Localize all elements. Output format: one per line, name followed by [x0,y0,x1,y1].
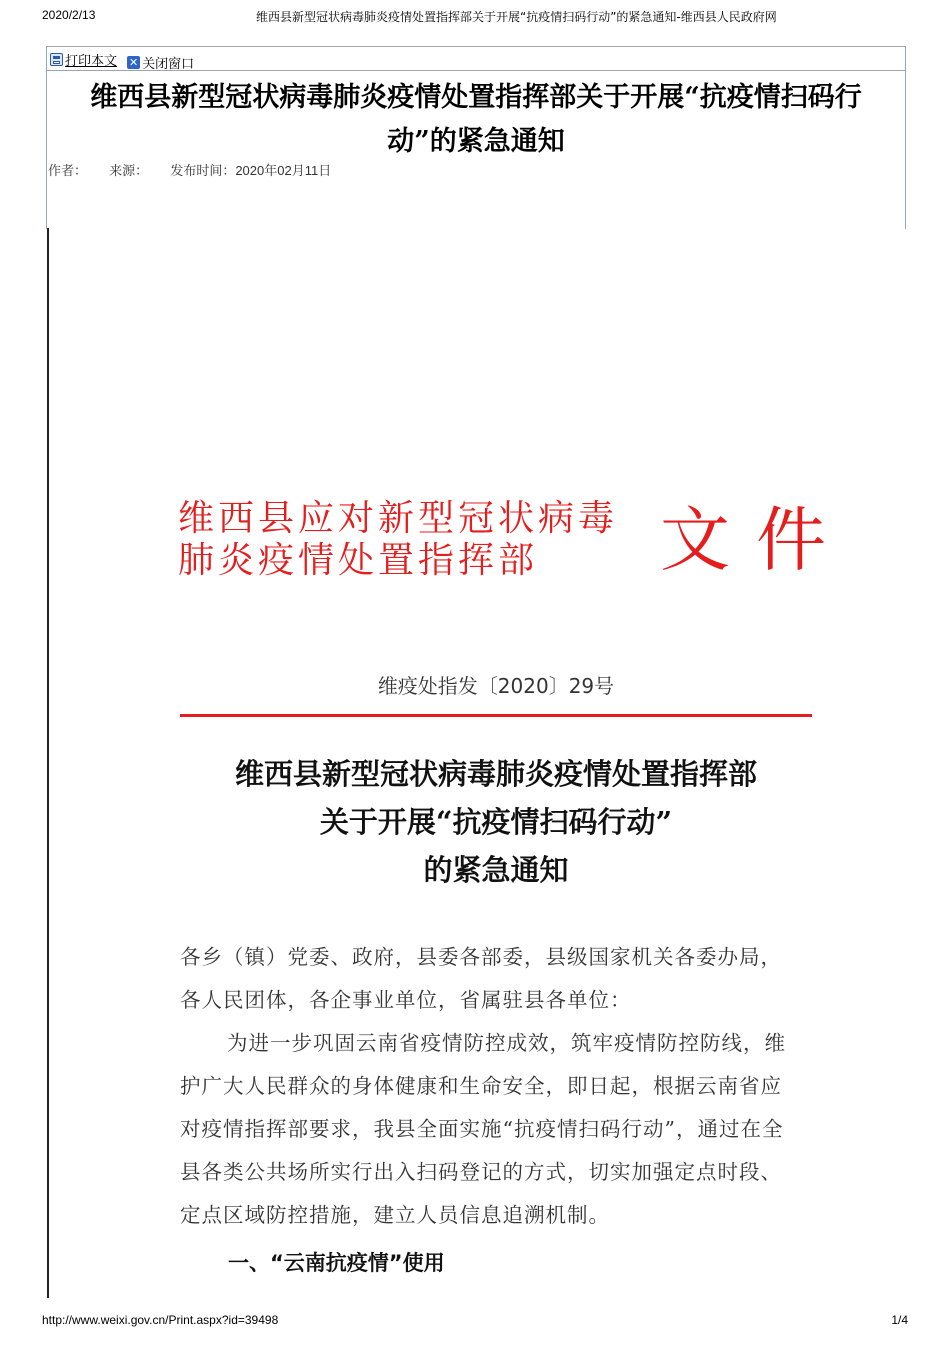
notice-title-line: 关于开展“抗疫情扫码行动” [319,805,673,839]
page-number: 1/4 [891,1313,908,1327]
article-title: 维西县新型冠状病毒肺炎疫情处置指挥部关于开展“抗疫情扫码行动”的紧急通知 [90,82,862,157]
published-date: 2020年02月11日 [235,163,332,178]
red-separator-line [180,714,812,717]
print-article-button[interactable] [50,50,117,69]
salutation: 各乡（镇）党委、政府，县委各部委，县级国家机关各委办局，各人民团体，各企事业单位，省属驻县各单位： [180,945,782,1012]
print-date: 2020/2/13 [42,8,96,22]
document-type-label: 文件 [660,499,852,581]
document-left-border [47,228,49,1298]
article-meta [48,160,349,179]
author-label: 作者： [48,164,88,179]
print-article-label: 打印本文 [65,54,118,69]
print-page-title: 维西县新型冠状病毒肺炎疫情处置指挥部关于开展“抗疫情扫码行动”的紧急通知-维西县人民政府网 [256,10,777,24]
document-number: 维疫处指发〔2020〕29号 [377,674,615,698]
print-footer [42,1313,908,1333]
close-window-button[interactable] [127,53,194,72]
notice-title-line: 维西县新型冠状病毒肺炎疫情处置指挥部 [234,757,757,791]
notice-title [170,750,822,894]
close-icon: ✕ [129,56,139,69]
close-window-label: 关闭窗口 [142,57,195,72]
print-header [42,8,908,28]
toolbar [50,50,200,72]
body-paragraph: 为进一步巩固云南省疫情防控成效，筑牢疫情防控防线，维护广大人民群众的身体健康和生命安全，即日起，根据云南省应对疫情指挥部要求，我县全面实施“抗疫情扫码行动”，通过在全县各类公共场所实行出入扫码登记的方式，切实加强定点时段、定点区域防控措施，建立人员信息追溯机制。 [180,1031,786,1227]
printer-icon [50,53,63,66]
published-label: 发布时间： [170,164,236,179]
notice-title-line: 的紧急通知 [423,853,569,887]
section-heading: 一、“云南抗疫情”使用 [228,1251,445,1275]
document-issuer: 维西县应对新型冠状病毒肺炎疫情处置指挥部 [178,498,619,581]
print-url: http://www.weixi.gov.cn/Print.aspx?id=39498 [42,1313,279,1327]
source-label: 来源： [109,164,149,179]
